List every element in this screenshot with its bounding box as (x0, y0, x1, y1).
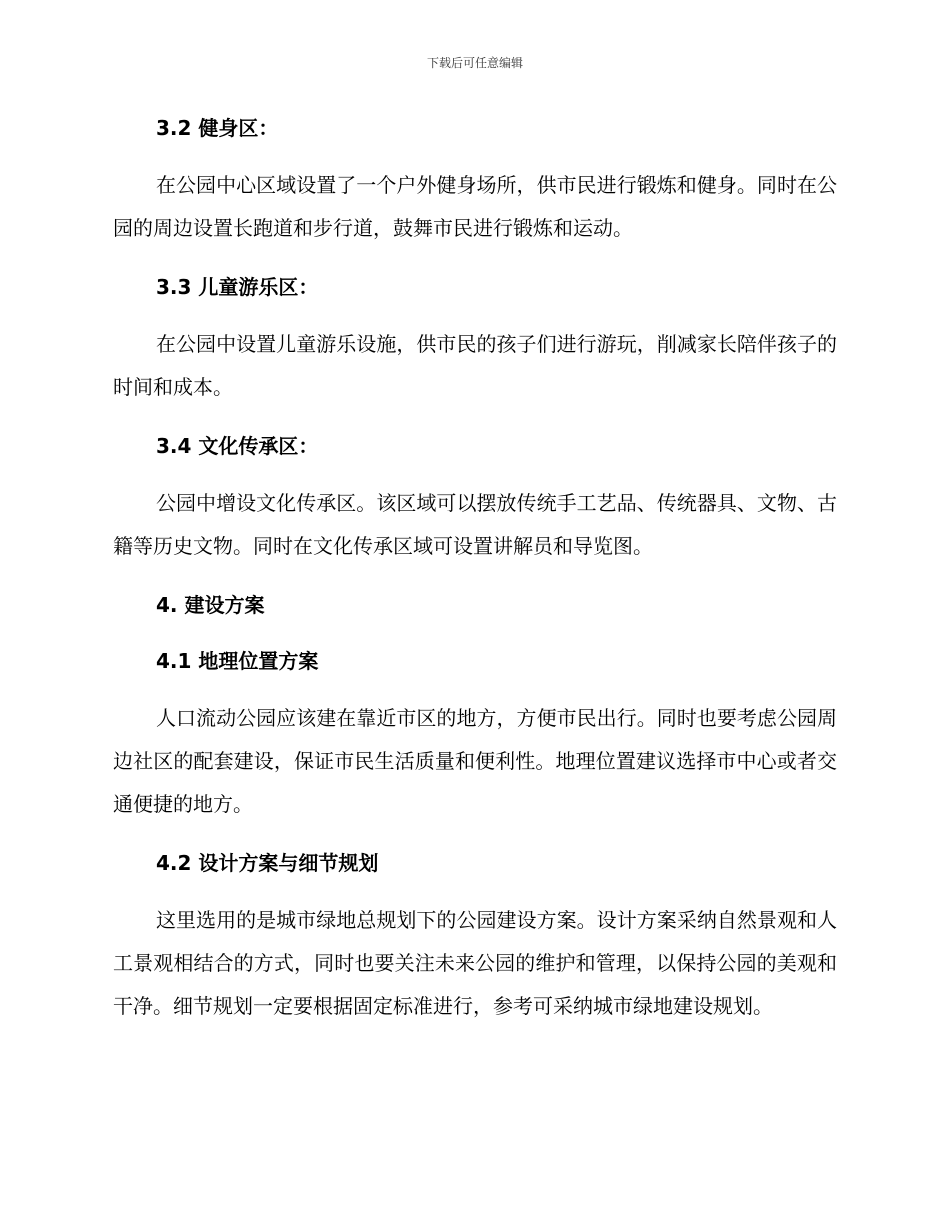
paragraph-children-area: 在公园中设置儿童游乐设施，供市民的孩子们进行游玩，削减家长陪伴孩子的时间和成本。 (113, 332, 837, 399)
section-heading-4-1: 4.1 地理位置方案 (156, 649, 319, 673)
section-heading-4: 4. 建设方案 (156, 593, 265, 617)
section-heading-3-2: 3.2 健身区： (156, 116, 279, 140)
document-body (113, 112, 837, 1028)
section-heading-4-2: 4.2 设计方案与细节规划 (156, 851, 379, 875)
section-heading-3-4: 3.4 文化传承区： (156, 434, 319, 458)
page-header: 下载后可任意编辑 (426, 56, 523, 70)
section-heading-3-3: 3.3 儿童游乐区： (156, 275, 319, 299)
paragraph-culture-area: 公园中增设文化传承区。该区域可以摆放传统手工艺品、传统器具、文物、古籍等历史文物。同时在文化传承区域可设置讲解员和导览图。 (113, 491, 837, 558)
paragraph-location-plan: 人口流动公园应该建在靠近市区的地方，方便市民出行。同时也要考虑公园周边社区的配套建设，保证市民生活质量和便利性。地理位置建议选择市中心或者交通便捷的地方。 (113, 706, 837, 816)
paragraph-fitness-area: 在公园中心区域设置了一个户外健身场所，供市民进行锻炼和健身。同时在公园的周边设置长跑道和步行道，鼓舞市民进行锻炼和运动。 (113, 173, 837, 240)
paragraph-design-plan: 这里选用的是城市绿地总规划下的公园建设方案。设计方案采纳自然景观和人工景观相结合的方式，同时也要关注未来公园的维护和管理，以保持公园的美观和干净。细节规划一定要根据固定标准进行，参考可采纳城市绿地建设规划。 (113, 908, 837, 1018)
